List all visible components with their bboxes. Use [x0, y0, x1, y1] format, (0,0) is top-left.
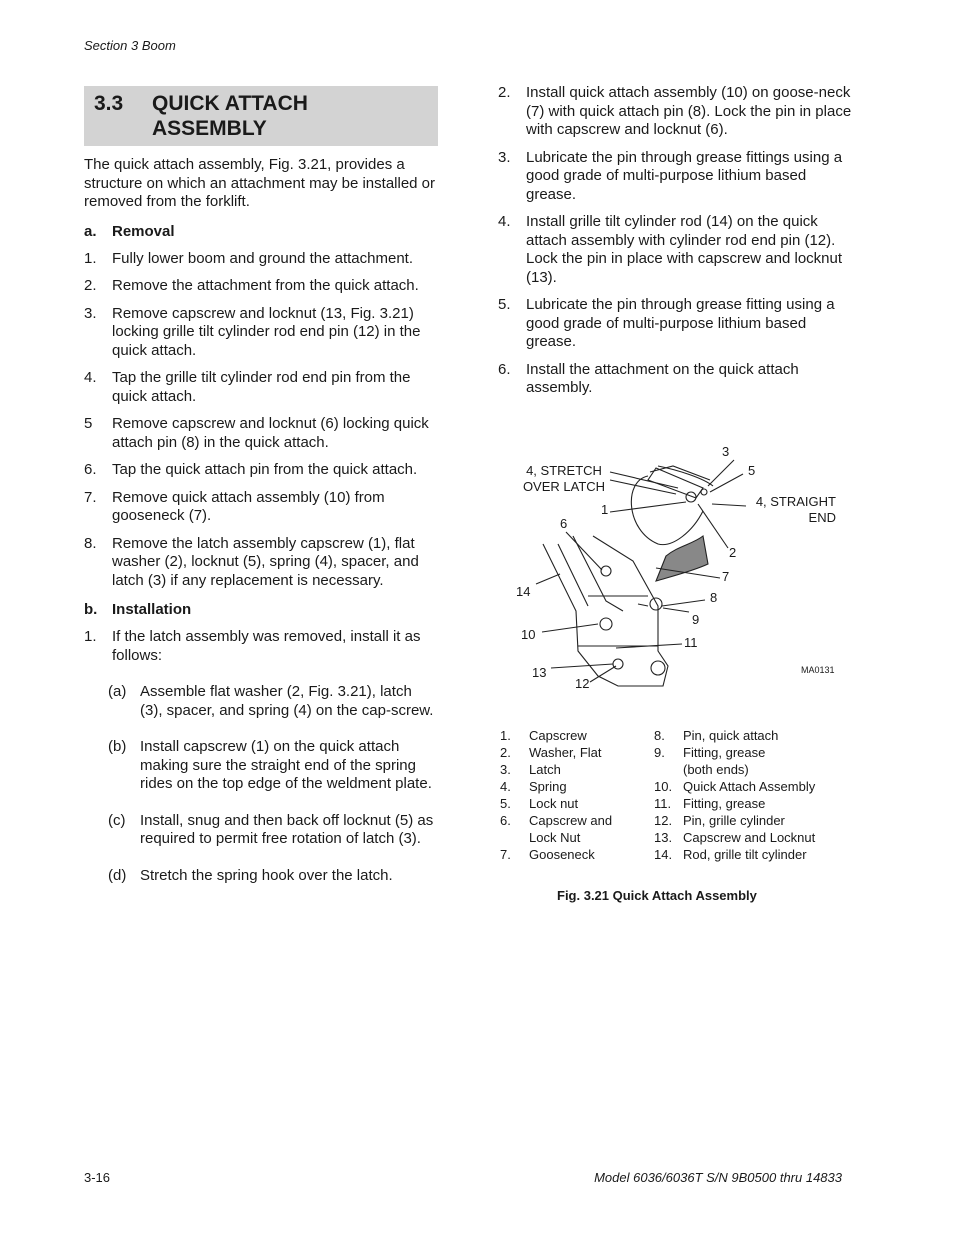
- install-substep-text: Install, snug and then back off locknut (5) as required to permit free rotation of latch (3).: [140, 811, 434, 847]
- install-substep: [84, 683, 438, 720]
- legend-item-text: Capscrew: [529, 728, 587, 743]
- section-heading: [84, 86, 438, 146]
- removal-step-number: 4.: [84, 369, 97, 386]
- step-number: 1.: [84, 628, 97, 645]
- legend-left: [500, 727, 650, 863]
- legend-item-number: 11.: [654, 796, 672, 811]
- page-number: 3-16: [84, 1170, 111, 1185]
- legend-item-text: Fitting, grease (both ends): [683, 745, 766, 777]
- install-step-text: Install the attachment on the quick attach assembly.: [526, 360, 799, 396]
- install-step: [498, 213, 854, 287]
- callout-1: 1: [601, 502, 609, 517]
- callout-10: 10: [521, 627, 536, 642]
- legend-item-number: 8.: [654, 728, 665, 743]
- legend-item: [500, 795, 650, 812]
- legend-right: [654, 727, 854, 863]
- legend-item-number: 4.: [500, 779, 511, 794]
- removal-step-text: Remove capscrew and locknut (13, Fig. 3.21) locking grille tilt cylinder rod end pin (12) in the quick attach.: [112, 304, 421, 359]
- install-substep-number: (b): [108, 738, 127, 755]
- install-step-number: 4.: [498, 213, 511, 230]
- removal-step: [84, 461, 438, 480]
- removal-step: [84, 277, 438, 296]
- legend-item-text: Quick Attach Assembly: [683, 779, 816, 794]
- callout-6: 6: [560, 516, 568, 531]
- install-substep-number: (c): [108, 811, 126, 829]
- removal-step-text: Remove quick attach assembly (10) from gooseneck (7).: [112, 488, 385, 524]
- intro-paragraph: The quick attach assembly, Fig. 3.21, provides a structure on which an attachment may be installed or removed from the forklift.: [84, 156, 436, 210]
- installation-heading: [84, 601, 438, 619]
- legend-item: [500, 812, 650, 846]
- legend-item: [654, 846, 854, 863]
- running-header: Section 3 Boom: [84, 38, 176, 53]
- legend-item-text: Latch: [529, 762, 561, 777]
- legend-item: [654, 829, 854, 846]
- install-step-text: Lubricate the pin through grease fittings using a good grade of multi-purpose lithium based grease.: [526, 148, 843, 203]
- install-step: [498, 361, 854, 398]
- install-substep-number: (a): [108, 683, 127, 700]
- callout-3: 3: [722, 444, 730, 459]
- removal-step-text: Fully lower boom and ground the attachment.: [112, 249, 414, 267]
- removal-steps: [84, 250, 438, 591]
- install-substeps: [84, 683, 438, 885]
- legend-item: [500, 727, 650, 744]
- callout-4-straight: 4, STRAIGHT END: [755, 494, 836, 525]
- install-steps-continued: [498, 84, 854, 398]
- legend-item-number: 6.: [500, 813, 511, 828]
- legend-item-number: 14.: [654, 847, 673, 862]
- legend-item: [654, 744, 854, 778]
- installation-letter: b.: [84, 601, 98, 618]
- install-substep: [84, 812, 438, 849]
- legend-item-number: 1.: [500, 728, 511, 743]
- removal-step-number: 3.: [84, 304, 97, 322]
- callout-4-stretch: 4, STRETCH OVER LATCH: [522, 463, 606, 494]
- callout-5: 5: [748, 463, 756, 478]
- legend-item: [500, 761, 650, 778]
- legend-item: [500, 778, 650, 795]
- figure-code: MA0131: [801, 665, 835, 675]
- install-substep: [84, 738, 438, 794]
- legend-item-number: 3.: [500, 762, 511, 777]
- removal-step: [84, 415, 438, 452]
- removal-title: Removal: [112, 222, 175, 240]
- legend-item: [654, 778, 854, 795]
- removal-step: [84, 250, 438, 269]
- legend-item-text: Pin, grille cylinder: [683, 813, 785, 828]
- step-text: If the latch assembly was removed, install it as follows:: [112, 628, 421, 664]
- install-substep-number: (d): [108, 866, 127, 884]
- removal-step-text: Remove capscrew and locknut (6) locking quick attach pin (8) in the quick attach.: [112, 415, 429, 451]
- install-step-text: Install quick attach assembly (10) on goose-neck (7) with quick attach pin (8). Lock the pin in place with capscrew and locknut (6).: [526, 84, 852, 138]
- callout-8: 8: [710, 590, 718, 605]
- legend-item-text: Lock nut: [529, 796, 579, 811]
- figure-caption: Fig. 3.21 Quick Attach Assembly: [557, 888, 757, 903]
- removal-step-text: Remove the attachment from the quick attach.: [112, 277, 419, 294]
- legend-item-text: Fitting, grease: [683, 796, 766, 811]
- quick-attach-figure: [498, 436, 858, 696]
- legend-item-text: Gooseneck: [529, 847, 595, 862]
- removal-step-text: Tap the grille tilt cylinder rod end pin from the quick attach.: [112, 369, 411, 405]
- legend-item-text: Pin, quick attach: [683, 728, 779, 743]
- installation-title: Installation: [112, 601, 192, 618]
- install-step-text: Install grille tilt cylinder rod (14) on the quick attach assembly with cylinder rod end pin (12). Lock the pin in place with capscrew and locknut (13).: [526, 213, 843, 286]
- removal-step-number: 1.: [84, 249, 97, 267]
- legend-item: [654, 727, 854, 744]
- removal-step-number: 7.: [84, 488, 97, 506]
- install-step-text: Lubricate the pin through grease fitting using a good grade of multi-purpose lithium based grease.: [526, 296, 835, 350]
- legend-item-number: 13.: [654, 830, 673, 845]
- install-substep-text: Stretch the spring hook over the latch.: [140, 866, 393, 884]
- install-step-number: 3.: [498, 148, 511, 166]
- legend-item-text: Washer, Flat: [529, 745, 602, 760]
- legend-item: [500, 744, 650, 761]
- removal-letter: a.: [84, 222, 97, 240]
- install-step: [498, 296, 854, 352]
- legend-item: [654, 795, 854, 812]
- legend-item-number: 7.: [500, 847, 511, 862]
- legend-item-text: Capscrew and Locknut: [683, 830, 816, 845]
- removal-step-text: Tap the quick attach pin from the quick attach.: [112, 461, 418, 478]
- install-step: [84, 628, 438, 665]
- install-step-number: 5.: [498, 296, 511, 313]
- removal-step: [84, 535, 438, 591]
- removal-heading: [84, 223, 438, 241]
- legend-item-number: 5.: [500, 796, 511, 811]
- install-substep-text: Assemble flat washer (2, Fig. 3.21), latch (3), spacer, and spring (4) on the cap-screw.: [140, 683, 434, 719]
- callout-13: 13: [532, 665, 547, 680]
- model-footer: Model 6036/6036T S/N 9B0500 thru 14833: [594, 1170, 842, 1185]
- install-step: [498, 149, 854, 205]
- legend-item-text: Capscrew and Lock Nut: [529, 813, 613, 845]
- install-step-number: 2.: [498, 84, 511, 101]
- callout-7: 7: [722, 569, 730, 584]
- callout-14: 14: [516, 584, 531, 599]
- install-substep-text: Install capscrew (1) on the quick attach making sure the straight end of the spring rides on the top edge of the weldment plate.: [140, 738, 432, 792]
- legend-item-number: 9.: [654, 745, 665, 760]
- legend-item-number: 10.: [654, 779, 673, 794]
- left-column: [84, 86, 438, 885]
- removal-step-number: 5: [84, 415, 93, 432]
- callout-2: 2: [729, 545, 737, 560]
- section-title: QUICK ATTACH ASSEMBLY: [152, 92, 308, 140]
- legend-item-text: Rod, grille tilt cylinder: [683, 847, 807, 862]
- legend-item-text: Spring: [529, 779, 567, 794]
- removal-step: [84, 369, 438, 406]
- legend-item: [500, 846, 650, 863]
- legend-item-number: 2.: [500, 745, 511, 760]
- removal-step-number: 6.: [84, 461, 97, 478]
- right-column: [498, 84, 854, 398]
- removal-step-number: 2.: [84, 277, 97, 294]
- removal-step: [84, 305, 438, 361]
- removal-step-number: 8.: [84, 534, 97, 552]
- removal-step: [84, 489, 438, 526]
- install-step: [498, 84, 854, 140]
- callout-9: 9: [692, 612, 700, 627]
- legend-item: [654, 812, 854, 829]
- install-substep: [84, 867, 438, 886]
- removal-step-text: Remove the latch assembly capscrew (1), flat washer (2), locknut (5), spring (4), spacer, and latch (3) if any replacement is necessary.: [112, 534, 419, 589]
- legend-item-number: 12.: [654, 813, 673, 828]
- install-step-number: 6.: [498, 360, 511, 378]
- section-number: 3.3: [94, 92, 124, 115]
- callout-12: 12: [575, 676, 590, 691]
- callout-11: 11: [684, 635, 698, 650]
